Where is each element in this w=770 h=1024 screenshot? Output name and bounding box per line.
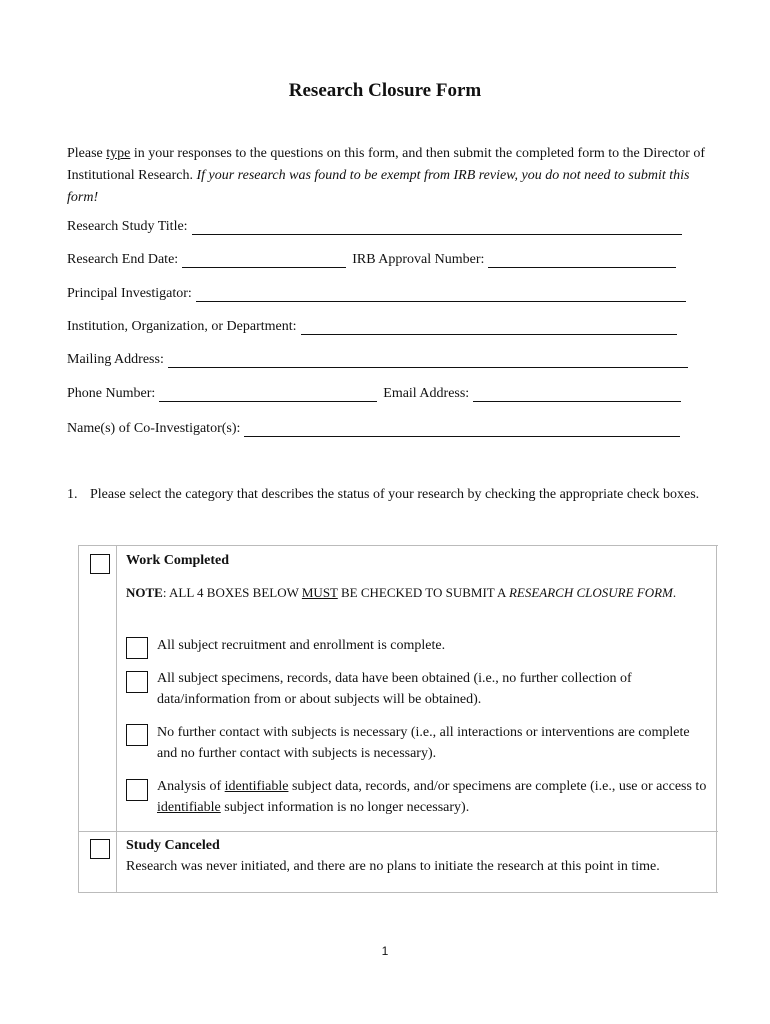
- table-border-right: [716, 545, 717, 893]
- study-canceled-text: Research was never initiated, and there are no plans to initiate the research at this point in time.: [126, 859, 660, 874]
- institution-row: [67, 319, 677, 335]
- note-text-2: BE CHECKED TO SUBMIT A: [337, 585, 509, 600]
- mailing-field[interactable]: [168, 353, 688, 368]
- item-4-text-2: subject data, records, and/or specimens are complete (i.e., use or access to: [288, 779, 707, 794]
- note-closure-form: RESEARCH CLOSURE FORM: [508, 585, 673, 600]
- item-3-text: No further contact with subjects is necessary (i.e., all interactions or interventions are complete and no further contact with subjects is necessary).: [157, 725, 690, 761]
- intro-paragraph: [67, 143, 707, 209]
- irb-number-field[interactable]: [488, 253, 676, 268]
- table-border-left: [78, 545, 79, 893]
- end-date-field[interactable]: [182, 253, 346, 268]
- table-row-divider: [78, 831, 718, 832]
- item-4-identifiable-2: identifiable: [157, 800, 221, 815]
- phone-field[interactable]: [159, 387, 377, 402]
- intro-text-1: Please: [67, 146, 107, 161]
- study-title-row: [67, 219, 682, 235]
- study-title-label: Research Study Title:: [67, 219, 188, 234]
- pi-field[interactable]: [196, 287, 686, 302]
- table-border-bottom: [78, 892, 718, 893]
- phone-row: [67, 386, 681, 402]
- work-completed-checkbox[interactable]: [90, 554, 110, 574]
- page-number: 1: [381, 944, 389, 958]
- email-field[interactable]: [473, 387, 681, 402]
- item-3-checkbox[interactable]: [126, 724, 148, 746]
- mailing-row: [67, 352, 688, 368]
- co-investigators-label: Name(s) of Co-Investigator(s):: [67, 421, 241, 436]
- table-border-top: [78, 545, 718, 546]
- intro-text-2: in your responses to the questions on this form, and then submit the completed form to the Director of Institutional Research.: [67, 146, 706, 183]
- question-number: 1.: [67, 487, 78, 502]
- note-must: MUST: [301, 585, 338, 600]
- pi-row: [67, 286, 686, 302]
- item-4-identifiable-1: identifiable: [224, 779, 289, 794]
- intro-exempt-note: If your research was found to be exempt from IRB review, you do not need to submit this form!: [67, 168, 690, 205]
- end-date-row: [67, 252, 676, 268]
- page-title: Research Closure Form: [288, 80, 482, 101]
- pi-label: Principal Investigator:: [67, 286, 192, 301]
- item-4-checkbox[interactable]: [126, 779, 148, 801]
- item-4-text-1: Analysis of: [157, 779, 225, 794]
- mailing-label: Mailing Address:: [67, 352, 164, 367]
- note-label: NOTE: [126, 585, 163, 600]
- institution-label: Institution, Organization, or Department:: [67, 319, 297, 334]
- work-completed-heading: Work Completed: [126, 553, 230, 568]
- item-4-text-3: subject information is no longer necessary).: [220, 800, 470, 815]
- email-label: Email Address:: [383, 386, 470, 401]
- note-end: .: [672, 585, 677, 600]
- status-table: [78, 545, 718, 893]
- intro-type-word: type: [106, 146, 131, 161]
- question-text: Please select the category that describes the status of your research by checking the appropriate check boxes.: [90, 487, 700, 502]
- study-canceled-checkbox[interactable]: [90, 839, 110, 859]
- phone-label: Phone Number:: [67, 386, 156, 401]
- table-column-divider: [116, 545, 117, 893]
- co-investigators-field[interactable]: [244, 422, 680, 437]
- question-1: [67, 484, 707, 506]
- item-2-checkbox[interactable]: [126, 671, 148, 693]
- irb-number-label: IRB Approval Number:: [352, 252, 485, 267]
- co-investigators-row: [67, 421, 680, 437]
- item-4-text: [157, 776, 707, 818]
- item-1-checkbox[interactable]: [126, 637, 148, 659]
- item-2-text: All subject specimens, records, data have been obtained (i.e., no further collection of data/information from or about subjects will be obtained).: [157, 671, 632, 707]
- note-text-1: : ALL 4 BOXES BELOW: [162, 585, 302, 600]
- study-canceled-heading: Study Canceled: [126, 838, 220, 853]
- work-completed-note: [126, 583, 696, 603]
- study-title-field[interactable]: [192, 220, 682, 235]
- end-date-label: Research End Date:: [67, 252, 179, 267]
- item-1-text: All subject recruitment and enrollment is complete.: [157, 638, 446, 653]
- institution-field[interactable]: [301, 320, 677, 335]
